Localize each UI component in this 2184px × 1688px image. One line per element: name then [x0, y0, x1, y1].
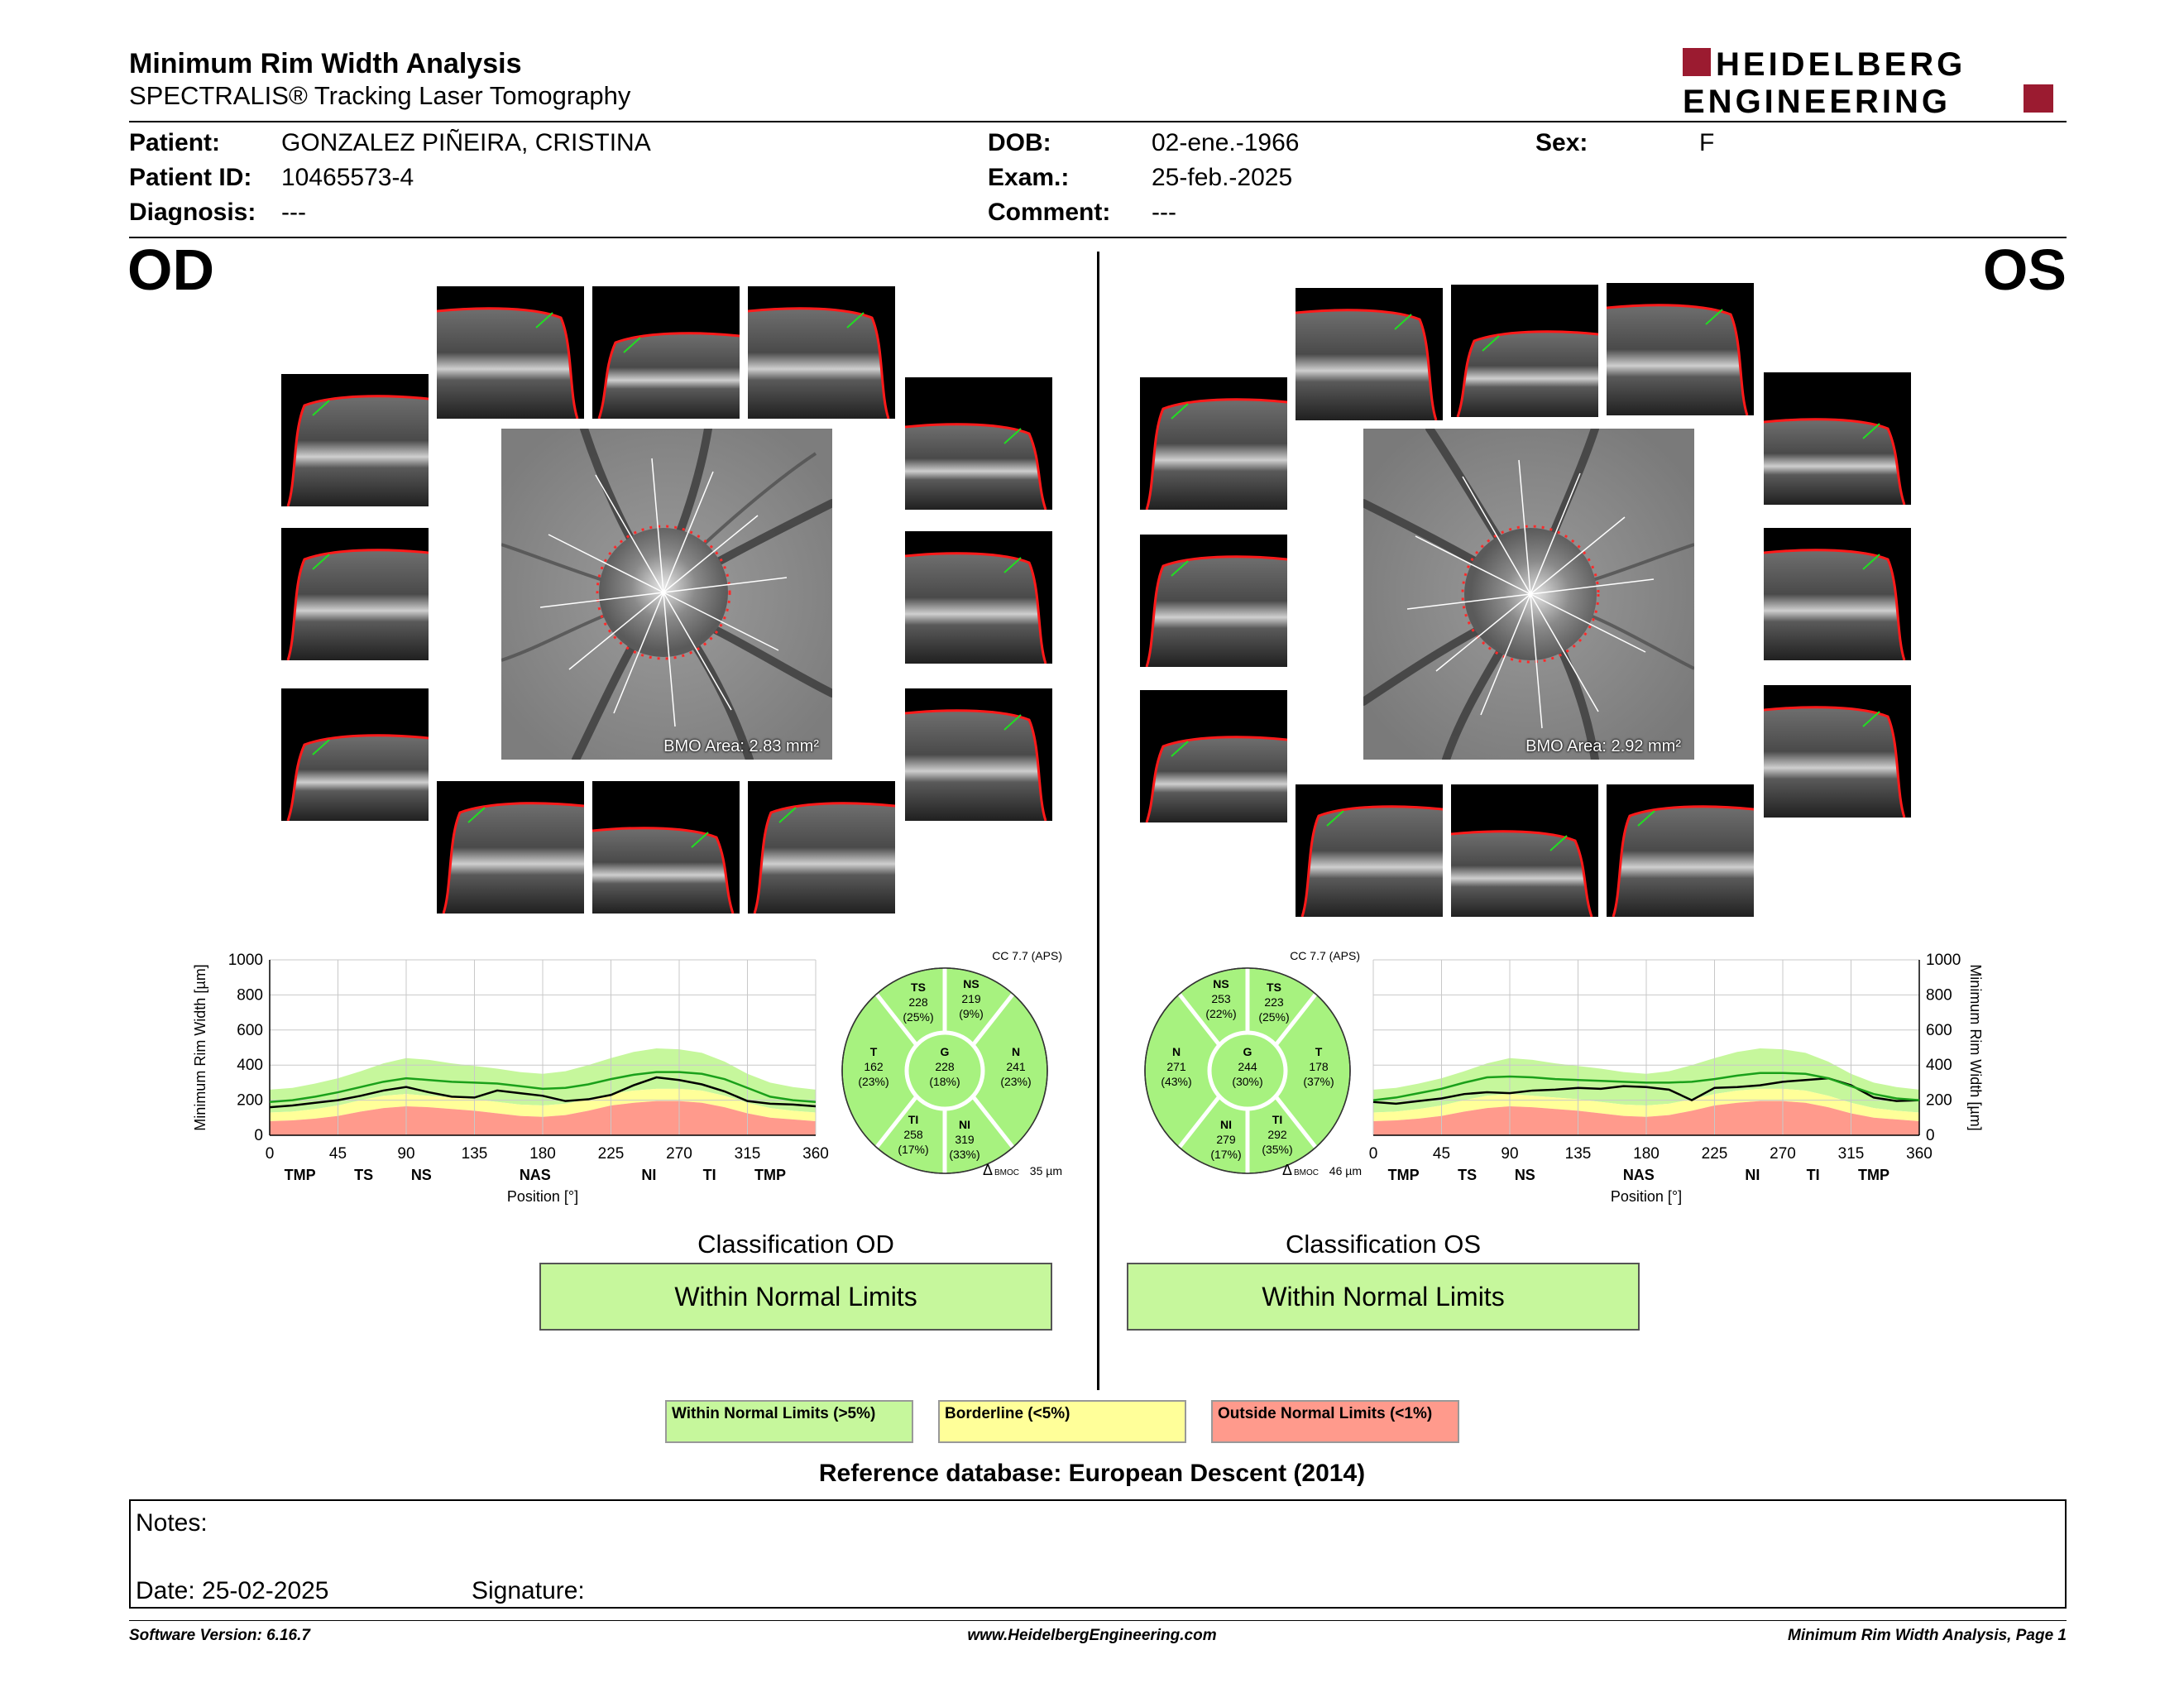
reference-database: Reference database: European Descent (2014) [818, 1460, 1366, 1487]
od-bscan-thumbnail [905, 377, 1052, 510]
svg-text:ENGINEERING: ENGINEERING [1683, 84, 1952, 116]
os-sector-ti-name: TI [1272, 1113, 1283, 1126]
y-tick-label: 200 [237, 1091, 263, 1110]
notes-label: Notes: [136, 1509, 208, 1537]
os-bscan-thumbnail [1607, 283, 1754, 415]
od-bscan-thumbnail [281, 374, 429, 506]
signature-label: Signature: [472, 1577, 585, 1604]
od-sector-t-value: 162 [864, 1060, 884, 1073]
y-tick-label: 0 [254, 1127, 263, 1144]
od-sector-ns-pct: (9%) [959, 1007, 984, 1020]
x-tick-label: 225 [597, 1145, 625, 1163]
x-tick-label: 0 [265, 1145, 275, 1163]
sector-label: NAS [519, 1167, 551, 1183]
x-tick-label: 90 [1501, 1145, 1519, 1163]
os-sector-n-name: N [1171, 1045, 1181, 1058]
sector-label: TS [1458, 1167, 1478, 1183]
notes-box [129, 1499, 2067, 1609]
os-sector-n-pct: (43%) [1161, 1075, 1192, 1088]
os-label: OS [1982, 237, 2067, 302]
os-bmo-area: BMO Area: 2.92 mm² [1525, 737, 1681, 755]
od-sector-ti-value: 258 [903, 1128, 923, 1141]
y-tick-label: 600 [1926, 1021, 1952, 1039]
os-cc-label: CC 7.7 (APS) [1290, 949, 1360, 962]
website-url: www.HeidelbergEngineering.com [967, 1627, 1217, 1644]
sector-label: TI [702, 1167, 716, 1183]
od-bscan-thumbnail [748, 286, 895, 419]
x-axis-title: Position [°] [1610, 1188, 1683, 1205]
os-bmoc-label: BMOC [1294, 1168, 1319, 1177]
od-sector-diagram [841, 948, 1064, 1182]
report-title: Minimum Rim Width Analysis [129, 48, 522, 79]
od-sector-n-value: 241 [1006, 1060, 1026, 1073]
od-bscan-thumbnail [592, 286, 740, 419]
sector-label: TMP [1858, 1167, 1889, 1183]
od-sector-ti-pct: (17%) [898, 1143, 929, 1156]
os-sector-g-value: 244 [1238, 1060, 1257, 1073]
dob-value: 02-ene.-1966 [1152, 129, 1300, 156]
od-fundus-image [501, 429, 832, 760]
od-label: OD [127, 237, 214, 302]
patient-name: GONZALEZ PIÑEIRA, CRISTINA [281, 129, 651, 156]
od-sector-ns-value: 219 [961, 992, 981, 1005]
x-tick-label: 270 [1770, 1145, 1796, 1163]
comment-value: --- [1152, 199, 1176, 226]
od-bscan-thumbnail [437, 781, 584, 914]
x-tick-label: 315 [1837, 1145, 1865, 1163]
sector-label: NAS [1622, 1167, 1655, 1183]
y-tick-label: 1000 [228, 952, 263, 969]
diagnosis-value: --- [281, 199, 306, 226]
os-sector-g-name: G [1243, 1045, 1252, 1058]
x-tick-label: 180 [1633, 1145, 1660, 1163]
od-mrw-chart [187, 950, 849, 1231]
os-bmoc-symbol: Δ [1282, 1162, 1293, 1178]
os-bscan-thumbnail [1607, 784, 1754, 917]
footer-divider [129, 1620, 2067, 1621]
od-bscan-thumbnail [281, 528, 429, 660]
od-sector-ni-pct: (33%) [949, 1148, 980, 1161]
report-subtitle: SPECTRALIS® Tracking Laser Tomography [129, 81, 631, 110]
x-tick-label: 180 [529, 1145, 556, 1163]
x-tick-label: 0 [1368, 1145, 1378, 1163]
od-sector-ti-name: TI [908, 1113, 919, 1126]
x-tick-label: 360 [802, 1145, 829, 1163]
os-bscan-thumbnail [1296, 288, 1443, 420]
x-tick-label: 360 [1906, 1145, 1933, 1163]
x-tick-label: 90 [397, 1145, 415, 1163]
diagnosis-label: Diagnosis: [129, 199, 256, 226]
od-sector-ns-name: NS [963, 977, 979, 990]
patient-id: 10465573-4 [281, 164, 414, 191]
os-bscan-thumbnail [1140, 535, 1287, 667]
os-classification-box: Within Normal Limits [1127, 1263, 1640, 1331]
od-sector-n-pct: (23%) [1000, 1075, 1032, 1088]
os-bscan-thumbnail [1764, 528, 1911, 660]
os-sector-ni-name: NI [1220, 1118, 1232, 1131]
os-sector-n-value: 271 [1166, 1060, 1186, 1073]
sex-value: F [1699, 129, 1715, 156]
os-classification-title: Classification OS [1285, 1230, 1482, 1259]
sector-label: TS [354, 1167, 374, 1183]
os-mrw-chart [1355, 950, 2033, 1231]
os-sector-t-pct: (37%) [1303, 1075, 1334, 1088]
sector-label: TMP [284, 1167, 316, 1183]
y-tick-label: 200 [1926, 1091, 1952, 1110]
legend-outside: Outside Normal Limits (<1%) [1211, 1400, 1459, 1443]
page-info: Minimum Rim Width Analysis, Page 1 [1788, 1627, 2067, 1644]
patient-label: Patient: [129, 129, 221, 156]
os-bscan-thumbnail [1451, 285, 1598, 417]
od-sector-t-name: T [869, 1045, 878, 1058]
legend-borderline: Borderline (<5%) [938, 1400, 1186, 1443]
y-tick-label: 1000 [1926, 952, 1961, 969]
y-tick-label: 400 [1926, 1057, 1952, 1075]
svg-text:HEIDELBERG: HEIDELBERG [1716, 46, 1966, 83]
od-bscan-thumbnail [437, 286, 584, 419]
legend-normal: Within Normal Limits (>5%) [665, 1400, 913, 1443]
os-sector-ts-value: 223 [1264, 995, 1284, 1009]
os-sector-ns-value: 253 [1211, 992, 1231, 1005]
sector-label: TI [1806, 1167, 1820, 1183]
od-classification-title: Classification OD [697, 1230, 894, 1259]
x-tick-label: 135 [461, 1145, 488, 1163]
od-sector-n-name: N [1011, 1045, 1021, 1058]
od-bscan-thumbnail [748, 781, 895, 914]
os-bscan-thumbnail [1140, 690, 1287, 822]
sector-label: TMP [754, 1167, 786, 1183]
od-sector-ts-value: 228 [908, 995, 928, 1009]
od-bscan-thumbnail [592, 781, 740, 914]
od-classification-box: Within Normal Limits [539, 1263, 1052, 1331]
x-tick-label: 45 [328, 1145, 347, 1163]
y-tick-label: 800 [237, 986, 263, 1005]
y-tick-label: 400 [237, 1057, 263, 1075]
software-version: Software Version: 6.16.7 [129, 1627, 310, 1644]
os-sector-g-pct: (30%) [1232, 1075, 1263, 1088]
od-bmoc-symbol: Δ [983, 1162, 994, 1178]
os-bscan-thumbnail [1764, 685, 1911, 818]
x-axis-title: Position [°] [506, 1188, 579, 1205]
od-bmo-area: BMO Area: 2.83 mm² [663, 737, 819, 755]
od-sector-g-name: G [940, 1045, 950, 1058]
y-tick-label: 0 [1926, 1127, 1935, 1144]
patient-id-label: Patient ID: [129, 164, 252, 191]
sector-label: NI [641, 1167, 657, 1183]
date-label: Date: 25-02-2025 [136, 1577, 329, 1604]
os-sector-ti-value: 292 [1267, 1128, 1287, 1141]
od-sector-t-pct: (23%) [858, 1075, 889, 1088]
sector-label: TMP [1387, 1167, 1420, 1183]
od-sector-g-pct: (18%) [929, 1075, 960, 1088]
os-sector-ns-pct: (22%) [1205, 1007, 1237, 1020]
comment-label: Comment: [988, 199, 1111, 226]
os-sector-ni-pct: (17%) [1210, 1148, 1242, 1161]
y-axis-title: Minimum Rim Width [µm] [1967, 964, 1984, 1131]
x-tick-label: 45 [1432, 1145, 1451, 1163]
y-tick-label: 800 [1926, 986, 1952, 1005]
sex-label: Sex: [1535, 129, 1588, 156]
y-axis-title: Minimum Rim Width [µm] [192, 964, 208, 1131]
os-sector-ni-value: 279 [1216, 1133, 1236, 1146]
od-sector-ts-name: TS [911, 981, 926, 994]
sector-label: NS [410, 1167, 432, 1183]
od-sector-ts-pct: (25%) [903, 1010, 934, 1024]
os-bscan-thumbnail [1140, 377, 1287, 510]
sector-label: NS [1514, 1167, 1535, 1183]
os-bmoc-value: 46 µm [1329, 1164, 1362, 1177]
heidelberg-logo [1683, 45, 2055, 116]
eye-divider [1097, 252, 1099, 1390]
dob-label: DOB: [988, 129, 1051, 156]
os-bscan-thumbnail [1451, 784, 1598, 917]
x-tick-label: 270 [666, 1145, 692, 1163]
info-divider [129, 237, 2067, 238]
header-divider [129, 121, 2067, 122]
od-bscan-thumbnail [905, 531, 1052, 664]
od-bmoc-value: 35 µm [1029, 1164, 1062, 1177]
x-tick-label: 225 [1701, 1145, 1728, 1163]
os-sector-ns-name: NS [1213, 977, 1229, 990]
os-bscan-thumbnail [1764, 372, 1911, 505]
od-sector-ni-value: 319 [955, 1133, 975, 1146]
os-bscan-thumbnail [1296, 784, 1443, 917]
od-cc-label: CC 7.7 (APS) [992, 949, 1062, 962]
y-tick-label: 600 [237, 1021, 263, 1039]
od-sector-g-value: 228 [935, 1060, 955, 1073]
od-sector-ni-name: NI [959, 1118, 970, 1131]
od-bscan-thumbnail [281, 688, 429, 821]
os-sector-ts-pct: (25%) [1258, 1010, 1290, 1024]
od-bmoc-label: BMOC [994, 1168, 1019, 1177]
os-sector-ti-pct: (35%) [1262, 1143, 1293, 1156]
x-tick-label: 315 [734, 1145, 761, 1163]
od-bscan-thumbnail [905, 688, 1052, 821]
os-sector-ts-name: TS [1267, 981, 1281, 994]
os-sector-t-value: 178 [1309, 1060, 1329, 1073]
sector-label: NI [1745, 1167, 1760, 1183]
os-fundus-image [1363, 429, 1694, 760]
os-sector-t-name: T [1315, 1045, 1323, 1058]
os-sector-diagram [1140, 948, 1363, 1182]
exam-date: 25-feb.-2025 [1152, 164, 1293, 191]
exam-label: Exam.: [988, 164, 1070, 191]
x-tick-label: 135 [1564, 1145, 1592, 1163]
